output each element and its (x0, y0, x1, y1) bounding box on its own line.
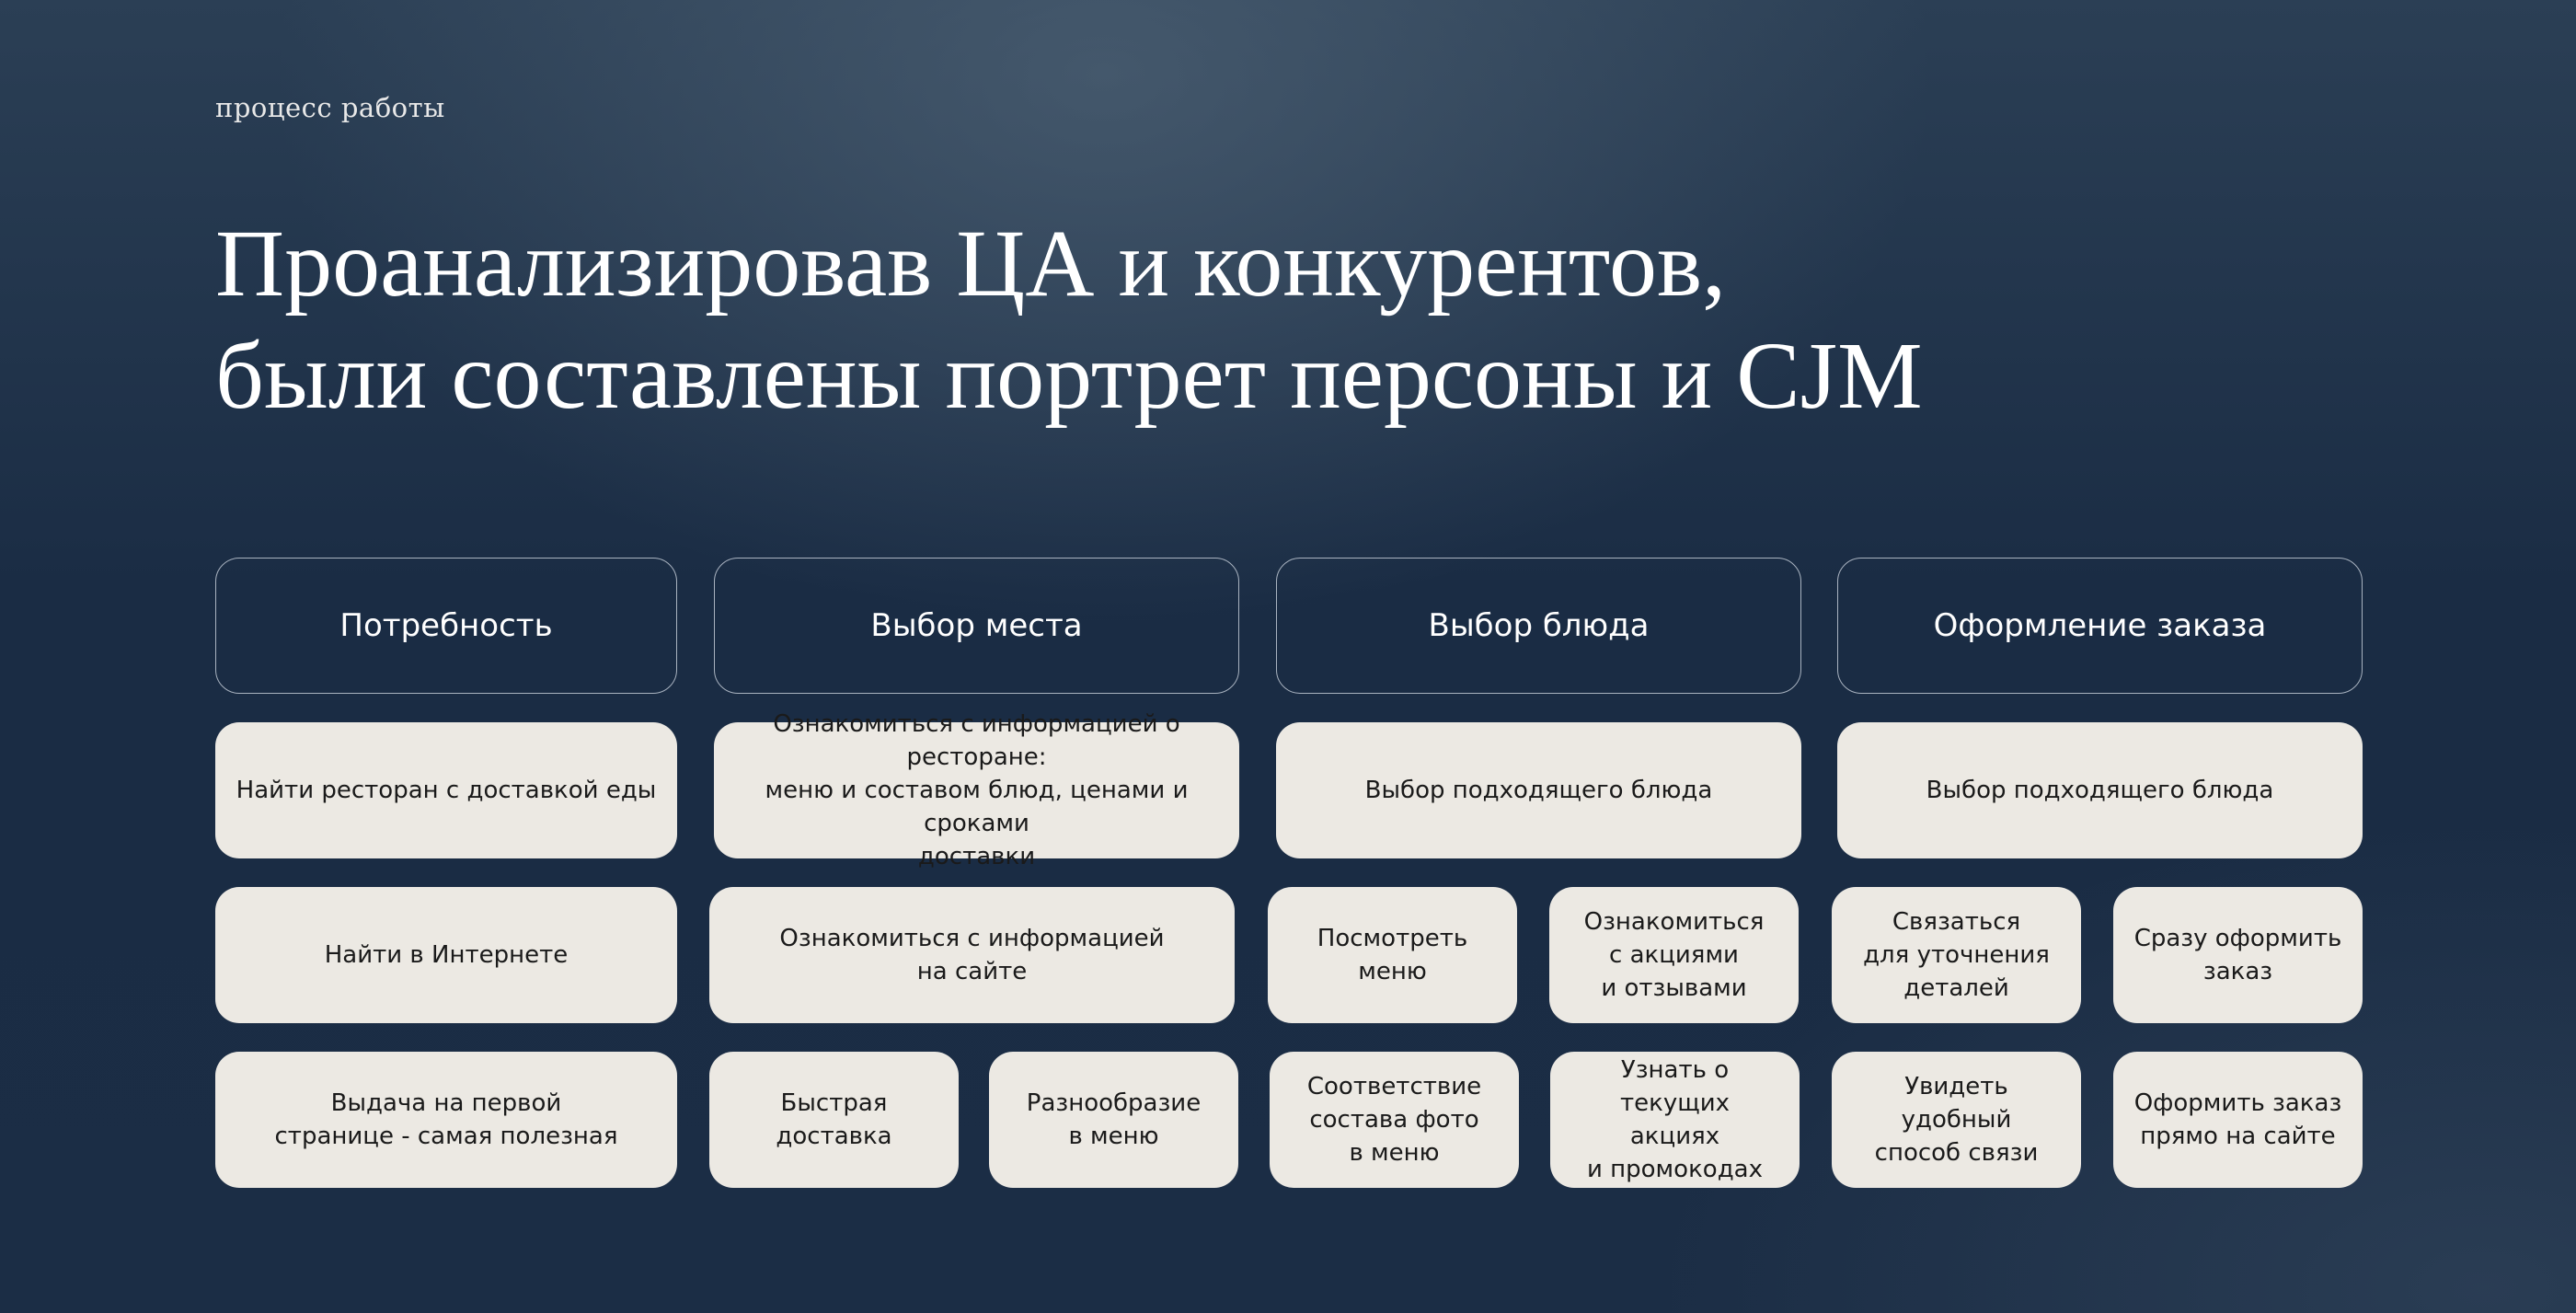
expectation-card-promocodes: Узнать о текущих акциях и промокодах (1550, 1052, 1800, 1188)
page-title-line-2: были составлены портрет персоны и CJM (215, 323, 1923, 429)
action-card-dish-promos: Ознакомиться с акциями и отзывами (1549, 887, 1799, 1023)
action-card-dish-menu: Посмотреть меню (1268, 887, 1517, 1023)
goal-card-place: Ознакомиться с информацией о ресторане: меню и составом блюд, ценами и сроками доставки (714, 722, 1239, 858)
section-label: процесс работы (215, 92, 445, 123)
stage-header-dish: Выбор блюда (1276, 558, 1801, 694)
action-card-need: Найти в Интернете (215, 887, 677, 1023)
goal-card-need: Найти ресторан с доставкой еды (215, 722, 677, 858)
expectation-card-delivery: Быстрая доставка (709, 1052, 959, 1188)
stage-header-need: Потребность (215, 558, 677, 694)
page-title-line-1: Проанализировав ЦА и конкурентов, (215, 211, 1727, 317)
stage-header-place: Выбор места (714, 558, 1239, 694)
expectation-card-order-on-site: Оформить заказ прямо на сайте (2113, 1052, 2363, 1188)
expectation-card-contact-method: Увидеть удобный способ связи (1832, 1052, 2081, 1188)
expectation-card-need: Выдача на первой странице - самая полезная (215, 1052, 677, 1188)
action-card-order-direct: Сразу оформить заказ (2113, 887, 2363, 1023)
stage-header-order: Оформление заказа (1837, 558, 2363, 694)
action-card-order-contact: Связаться для уточнения деталей (1832, 887, 2081, 1023)
page-title (215, 208, 2331, 432)
goal-card-dish: Выбор подходящего блюда (1276, 722, 1801, 858)
action-card-place: Ознакомиться с информацией на сайте (709, 887, 1235, 1023)
expectation-card-photo-match: Соответствие состава фото в меню (1270, 1052, 1519, 1188)
goal-card-order: Выбор подходящего блюда (1837, 722, 2363, 858)
expectation-card-variety: Разнообразие в меню (989, 1052, 1238, 1188)
